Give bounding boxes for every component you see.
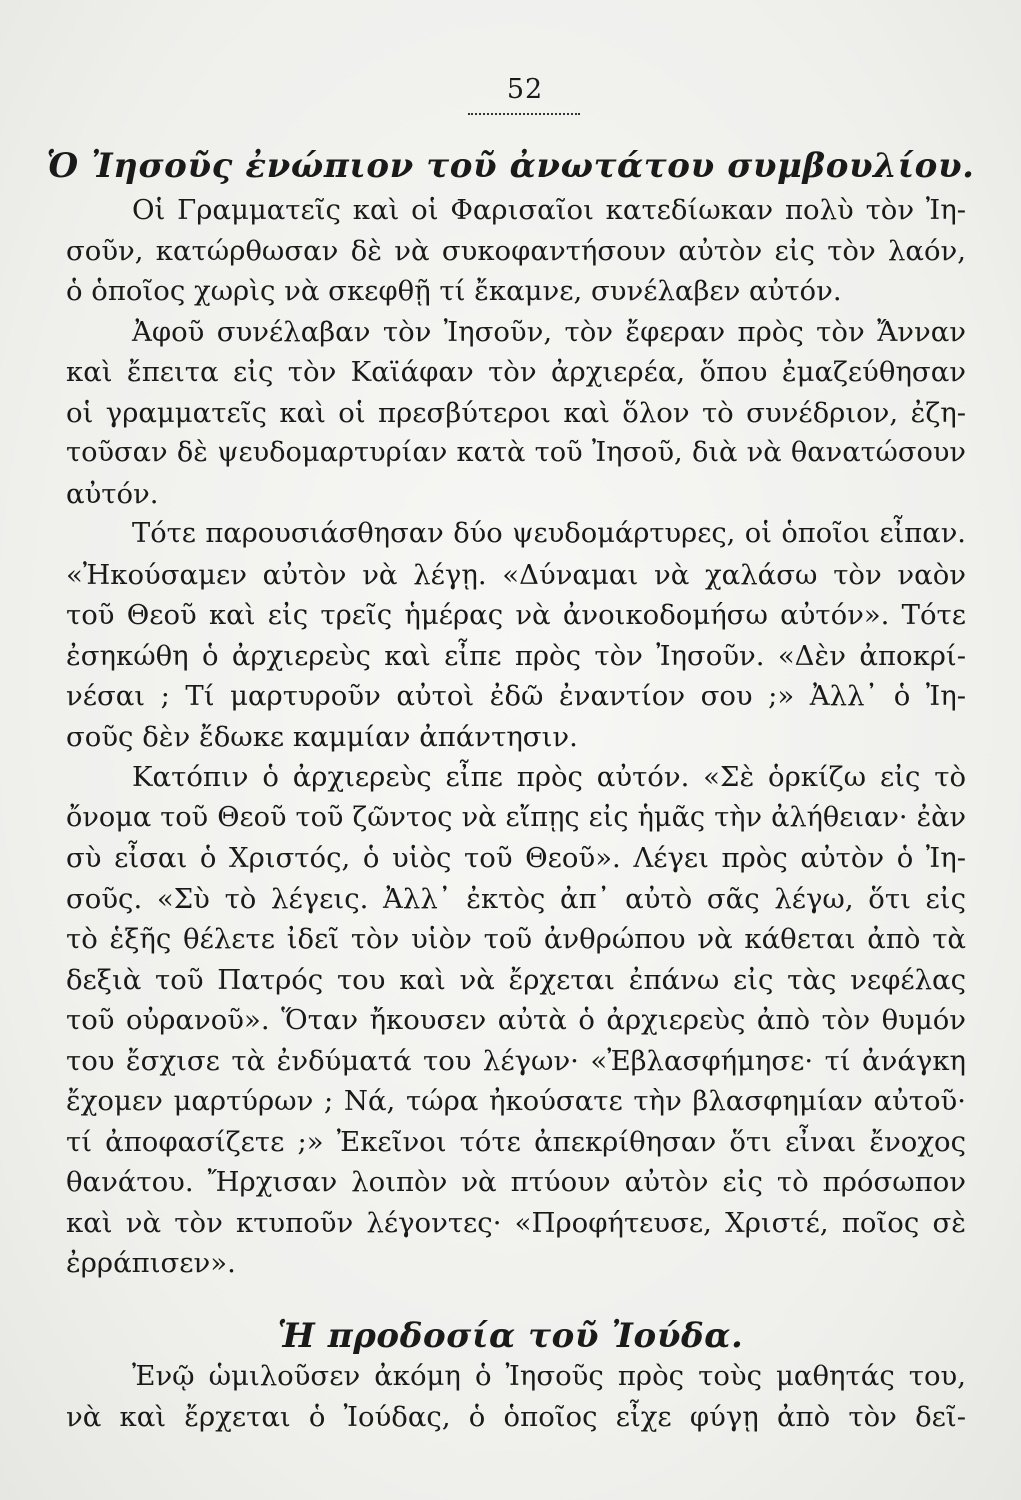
text-line: καὶ ἔπειτα εἰς τὸν Καϊάφαν τὸν ἀρχιερέα, ὅπου ἐμαζεύθησαν [66,356,966,388]
text-line: Οἱ Γραμματεῖς καὶ οἱ Φαρισαῖοι κατεδίωκαν πολὺ τὸν Ἰη- [132,194,966,226]
text-line: νέσαι ; Τί μαρτυροῦν αὐτοὶ ἐδῶ ἐναντίον σου ;» Ἀλλ᾽ ὁ Ἰη- [66,680,966,712]
page-number: 52 [506,74,544,105]
text-line: Τότε παρουσιάσθησαν δύο ψευδομάρτυρες, οἱ ὁποῖοι εἶπαν. [132,518,966,549]
text-line: τὸ ἑξῆς θέλετε ἰδεῖ τὸν υἱὸν τοῦ ἀνθρώπου νὰ κάθεται ἀπὸ τὰ [66,923,966,955]
page-number-rule [468,113,580,115]
section-body-sanhedrin [66,190,966,1284]
text-line: καὶ νὰ τὸν κτυποῦν λέγοντες· «Προφήτευσε, Χριστέ, ποῖος σὲ [66,1206,966,1239]
text-line: ἔχομεν μαρτύρων ; Νά, τώρα ἠκούσατε τὴν βλασφημίαν αὐτοῦ· [66,1085,966,1117]
text-line: τοῦσαν δὲ ψευδομαρτυρίαν κατὰ τοῦ Ἰησοῦ, διὰ νὰ θανατώσουν [66,437,966,468]
text-line: Ἐνῷ ὡμιλοῦσεν ἀκόμη ὁ Ἰησοῦς πρὸς τοὺς μαθητάς του, [132,1360,966,1392]
text-line: ὄνομα τοῦ Θεοῦ τοῦ ζῶντος νὰ εἴπῃς εἰς ἡμᾶς τὴν ἀλήθειαν· ἐὰν [66,801,966,833]
section-heading-betrayal: Ἡ προδοσία τοῦ Ἰούδα. [277,1316,744,1356]
text-line: ἐσηκώθη ὁ ἀρχιερεὺς καὶ εἶπε πρὸς τὸν Ἰησοῦν. «Δὲν ἀποκρί- [66,639,966,672]
text-line: νὰ καὶ ἔρχεται ὁ Ἰούδας, ὁ ὁποῖος εἶχε φύγῃ ἀπὸ τὸν δεῖ- [66,1400,966,1433]
text-line: τοῦ οὐρανοῦ». Ὅταν ἤκουσεν αὐτὰ ὁ ἀρχιερεὺς ἀπὸ τὸν θυμόν [66,1004,966,1036]
text-line: ἐρράπισεν». [66,1247,236,1279]
text-line: του ἔσχισε τὰ ἐνδύματά του λέγων· «Ἐβλασφήμησε· τί ἀνάγκη [66,1044,966,1077]
text-line: Ἀφοῦ συνέλαβαν τὸν Ἰησοῦν, τὸν ἔφεραν πρὸς τὸν Ἄνναν [132,315,966,348]
text-line: «Ἠκούσαμεν αὐτὸν νὰ λέγῃ. «Δύναμαι νὰ χαλάσω τὸν ναὸν [66,558,966,591]
text-line: θανάτου. Ἤρχισαν λοιπὸν νὰ πτύουν αὐτὸν εἰς τὸ πρόσωπον [66,1166,966,1198]
text-line: ὁ ὁποῖος χωρὶς νὰ σκεφθῇ τί ἔκαμνε, συνέλαβεν αὐτόν. [66,275,842,307]
text-line: τί ἀποφασίζετε ;» Ἐκεῖνοι τότε ἀπεκρίθησαν ὅτι εἶναι ἔνοχος [66,1125,966,1158]
text-line: σοῦς δὲν ἔδωκε καμμίαν ἀπάντησιν. [66,720,578,753]
text-line: δεξιὰ τοῦ Πατρός του καὶ νὰ ἔρχεται ἐπάνω εἰς τὰς νεφέλας [66,963,966,996]
text-line: σοῦς. «Σὺ τὸ λέγεις. Ἀλλ᾽ ἐκτὸς ἀπ᾽ αὐτὸ σᾶς λέγω, ὅτι εἰς [66,882,966,915]
text-line: τοῦ Θεοῦ καὶ εἰς τρεῖς ἡμέρας νὰ ἀνοικοδομήσω αὐτόν». Τότε [66,599,966,631]
text-line: αὐτόν. [66,477,159,510]
text-line: Κατόπιν ὁ ἀρχιερεὺς εἶπε πρὸς αὐτόν. «Σὲ ὁρκίζω εἰς τὸ [132,761,966,793]
section-body-betrayal [66,1356,966,1437]
text-line: οἱ γραμματεῖς καὶ οἱ πρεσβύτεροι καὶ ὅλον τὸ συνέδριον, ἐζη- [66,396,966,429]
text-line: σοῦν, κατώρθωσαν δὲ νὰ συκοφαντήσουν αὐτὸν εἰς τὸν λαόν, [66,234,966,267]
section-heading-sanhedrin: Ὁ Ἰησοῦς ἐνώπιον τοῦ ἀνωτάτου συμβουλίου. [46,146,975,186]
text-line: σὺ εἶσαι ὁ Χριστός, ὁ υἱὸς τοῦ Θεοῦ». Λέγει πρὸς αὐτὸν ὁ Ἰη- [66,842,966,874]
